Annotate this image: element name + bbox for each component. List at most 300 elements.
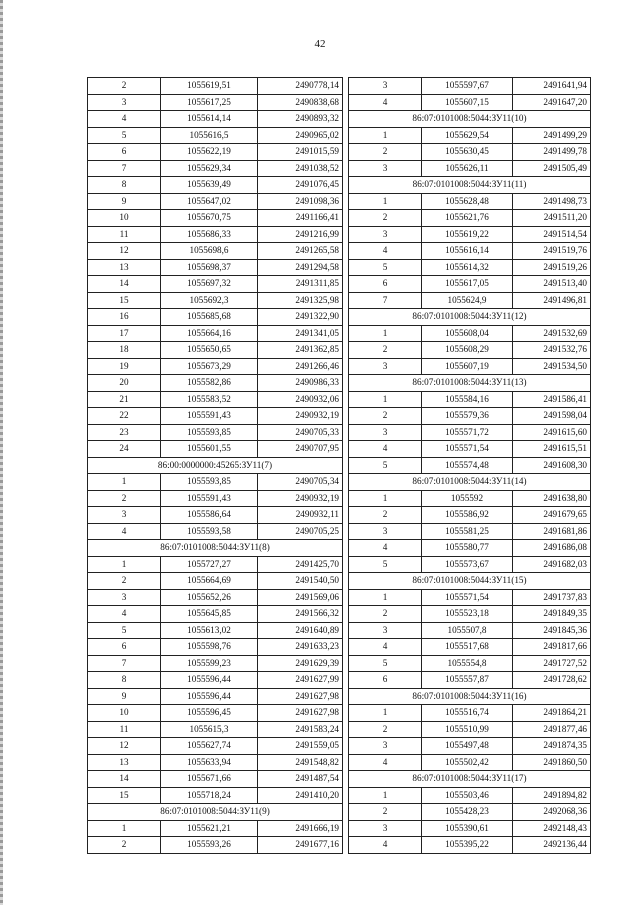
point-number: 1 bbox=[349, 589, 422, 606]
y-coordinate: 2491860,50 bbox=[513, 754, 591, 771]
x-coordinate: 1055586,64 bbox=[161, 507, 258, 524]
point-number: 4 bbox=[349, 837, 422, 854]
y-coordinate: 2491499,29 bbox=[513, 127, 591, 144]
table-row bbox=[88, 177, 343, 194]
x-coordinate: 1055647,02 bbox=[161, 193, 258, 210]
x-coordinate: 1055596,45 bbox=[161, 705, 258, 722]
y-coordinate: 2491341,05 bbox=[258, 325, 343, 342]
point-number: 5 bbox=[349, 655, 422, 672]
x-coordinate: 1055554,8 bbox=[422, 655, 513, 672]
x-coordinate: 1055557,87 bbox=[422, 672, 513, 689]
table-row bbox=[349, 622, 591, 639]
point-number: 2 bbox=[88, 490, 161, 507]
y-coordinate: 2491325,98 bbox=[258, 292, 343, 309]
point-number: 1 bbox=[349, 490, 422, 507]
y-coordinate: 2491638,80 bbox=[513, 490, 591, 507]
table-row bbox=[88, 490, 343, 507]
x-coordinate: 1055692,3 bbox=[161, 292, 258, 309]
table-row bbox=[88, 127, 343, 144]
y-coordinate: 2491666,19 bbox=[258, 820, 343, 837]
y-coordinate: 2490932,19 bbox=[258, 408, 343, 425]
parcel-header-row bbox=[349, 375, 591, 392]
point-number: 2 bbox=[88, 837, 161, 854]
x-coordinate: 1055593,58 bbox=[161, 523, 258, 540]
point-number: 11 bbox=[88, 226, 161, 243]
point-number: 5 bbox=[349, 259, 422, 276]
point-number: 1 bbox=[349, 193, 422, 210]
x-coordinate: 1055619,51 bbox=[161, 78, 258, 95]
point-number: 15 bbox=[88, 787, 161, 804]
table-row bbox=[349, 160, 591, 177]
parcel-header-row bbox=[349, 771, 591, 788]
table-row bbox=[349, 705, 591, 722]
point-number: 1 bbox=[88, 820, 161, 837]
table-row bbox=[349, 342, 591, 359]
table-row bbox=[88, 160, 343, 177]
x-coordinate: 1055607,15 bbox=[422, 94, 513, 111]
y-coordinate: 2491894,82 bbox=[513, 787, 591, 804]
point-number: 2 bbox=[88, 573, 161, 590]
point-number: 3 bbox=[349, 358, 422, 375]
table-row bbox=[88, 375, 343, 392]
table-row bbox=[349, 424, 591, 441]
point-number: 14 bbox=[88, 276, 161, 293]
table-row bbox=[88, 292, 343, 309]
x-coordinate: 1055395,22 bbox=[422, 837, 513, 854]
x-coordinate: 1055614,32 bbox=[422, 259, 513, 276]
table-row bbox=[88, 94, 343, 111]
x-coordinate: 1055664,16 bbox=[161, 325, 258, 342]
table-row bbox=[88, 259, 343, 276]
table-row bbox=[349, 837, 591, 854]
y-coordinate: 2491627,99 bbox=[258, 672, 343, 689]
point-number: 4 bbox=[349, 441, 422, 458]
point-number: 2 bbox=[349, 342, 422, 359]
y-coordinate: 2491322,90 bbox=[258, 309, 343, 326]
point-number: 4 bbox=[349, 540, 422, 557]
x-coordinate: 1055619,22 bbox=[422, 226, 513, 243]
y-coordinate: 2491498,73 bbox=[513, 193, 591, 210]
y-coordinate: 2490705,25 bbox=[258, 523, 343, 540]
x-coordinate: 1055599,23 bbox=[161, 655, 258, 672]
point-number: 23 bbox=[88, 424, 161, 441]
table-row bbox=[349, 210, 591, 227]
point-number: 9 bbox=[88, 688, 161, 705]
x-coordinate: 1055507,8 bbox=[422, 622, 513, 639]
table-row bbox=[349, 556, 591, 573]
x-coordinate: 1055613,02 bbox=[161, 622, 258, 639]
x-coordinate: 1055627,74 bbox=[161, 738, 258, 755]
point-number: 4 bbox=[349, 754, 422, 771]
parcel-label: 86:07:0101008:5044:ЗУ11(16) bbox=[349, 688, 591, 705]
x-coordinate: 1055652,26 bbox=[161, 589, 258, 606]
x-coordinate: 1055598,76 bbox=[161, 639, 258, 656]
y-coordinate: 2491496,81 bbox=[513, 292, 591, 309]
y-coordinate: 2491849,35 bbox=[513, 606, 591, 623]
table-row bbox=[88, 738, 343, 755]
x-coordinate: 1055591,43 bbox=[161, 408, 258, 425]
table-row bbox=[88, 276, 343, 293]
point-number: 10 bbox=[88, 705, 161, 722]
table-row bbox=[88, 358, 343, 375]
y-coordinate: 2491519,76 bbox=[513, 243, 591, 260]
x-coordinate: 1055601,55 bbox=[161, 441, 258, 458]
x-coordinate: 1055673,29 bbox=[161, 358, 258, 375]
x-coordinate: 1055622,19 bbox=[161, 144, 258, 161]
table-row bbox=[88, 606, 343, 623]
y-coordinate: 2491845,36 bbox=[513, 622, 591, 639]
table-row bbox=[349, 391, 591, 408]
x-coordinate: 1055628,48 bbox=[422, 193, 513, 210]
point-number: 20 bbox=[88, 375, 161, 392]
y-coordinate: 2491566,32 bbox=[258, 606, 343, 623]
x-coordinate: 1055698,37 bbox=[161, 259, 258, 276]
x-coordinate: 1055671,66 bbox=[161, 771, 258, 788]
y-coordinate: 2491311,85 bbox=[258, 276, 343, 293]
y-coordinate: 2491216,99 bbox=[258, 226, 343, 243]
table-row bbox=[349, 820, 591, 837]
point-number: 2 bbox=[349, 408, 422, 425]
x-coordinate: 1055582,86 bbox=[161, 375, 258, 392]
y-coordinate: 2490932,06 bbox=[258, 391, 343, 408]
y-coordinate: 2491362,85 bbox=[258, 342, 343, 359]
x-coordinate: 1055697,32 bbox=[161, 276, 258, 293]
parcel-header-row bbox=[349, 309, 591, 326]
x-coordinate: 1055593,26 bbox=[161, 837, 258, 854]
table-row bbox=[349, 127, 591, 144]
x-coordinate: 1055516,74 bbox=[422, 705, 513, 722]
parcel-header-row bbox=[88, 457, 343, 474]
y-coordinate: 2491513,40 bbox=[513, 276, 591, 293]
table-row bbox=[88, 820, 343, 837]
table-row bbox=[88, 672, 343, 689]
x-coordinate: 1055574,48 bbox=[422, 457, 513, 474]
x-coordinate: 1055581,25 bbox=[422, 523, 513, 540]
y-coordinate: 2491532,76 bbox=[513, 342, 591, 359]
x-coordinate: 1055616,5 bbox=[161, 127, 258, 144]
point-number: 3 bbox=[88, 589, 161, 606]
x-coordinate: 1055583,52 bbox=[161, 391, 258, 408]
y-coordinate: 2492148,43 bbox=[513, 820, 591, 837]
point-number: 1 bbox=[88, 556, 161, 573]
y-coordinate: 2491410,20 bbox=[258, 787, 343, 804]
table-row bbox=[349, 490, 591, 507]
y-coordinate: 2491583,24 bbox=[258, 721, 343, 738]
y-coordinate: 2491519,26 bbox=[513, 259, 591, 276]
y-coordinate: 2491265,58 bbox=[258, 243, 343, 260]
x-coordinate: 1055630,45 bbox=[422, 144, 513, 161]
table-row bbox=[349, 94, 591, 111]
x-coordinate: 1055596,44 bbox=[161, 688, 258, 705]
point-number: 2 bbox=[349, 210, 422, 227]
parcel-label: 86:07:0101008:5044:ЗУ11(11) bbox=[349, 177, 591, 194]
x-coordinate: 1055718,24 bbox=[161, 787, 258, 804]
y-coordinate: 2491679,65 bbox=[513, 507, 591, 524]
point-number: 4 bbox=[349, 94, 422, 111]
page-number: 42 bbox=[314, 38, 326, 50]
x-coordinate: 1055614,14 bbox=[161, 111, 258, 128]
y-coordinate: 2491425,70 bbox=[258, 556, 343, 573]
point-number: 3 bbox=[349, 738, 422, 755]
y-coordinate: 2490705,33 bbox=[258, 424, 343, 441]
point-number: 8 bbox=[88, 177, 161, 194]
x-coordinate: 1055686,33 bbox=[161, 226, 258, 243]
table-row bbox=[349, 259, 591, 276]
point-number: 3 bbox=[349, 78, 422, 95]
y-coordinate: 2490986,33 bbox=[258, 375, 343, 392]
table-row bbox=[88, 210, 343, 227]
table-row bbox=[88, 243, 343, 260]
y-coordinate: 2491640,89 bbox=[258, 622, 343, 639]
x-coordinate: 1055573,67 bbox=[422, 556, 513, 573]
point-number: 1 bbox=[88, 474, 161, 491]
table-row bbox=[349, 292, 591, 309]
y-coordinate: 2491514,54 bbox=[513, 226, 591, 243]
y-coordinate: 2491505,49 bbox=[513, 160, 591, 177]
y-coordinate: 2490778,14 bbox=[258, 78, 343, 95]
table-row bbox=[349, 144, 591, 161]
x-coordinate: 1055571,54 bbox=[422, 589, 513, 606]
point-number: 2 bbox=[349, 507, 422, 524]
parcel-header-row bbox=[349, 573, 591, 590]
y-coordinate: 2491877,46 bbox=[513, 721, 591, 738]
y-coordinate: 2491682,03 bbox=[513, 556, 591, 573]
y-coordinate: 2491266,46 bbox=[258, 358, 343, 375]
point-number: 1 bbox=[349, 705, 422, 722]
parcel-header-row bbox=[349, 474, 591, 491]
point-number: 21 bbox=[88, 391, 161, 408]
point-number: 2 bbox=[349, 144, 422, 161]
table-row bbox=[349, 672, 591, 689]
point-number: 12 bbox=[88, 738, 161, 755]
point-number: 11 bbox=[88, 721, 161, 738]
x-coordinate: 1055645,85 bbox=[161, 606, 258, 623]
point-number: 12 bbox=[88, 243, 161, 260]
y-coordinate: 2491686,08 bbox=[513, 540, 591, 557]
point-number: 1 bbox=[349, 127, 422, 144]
point-number: 7 bbox=[349, 292, 422, 309]
y-coordinate: 2490932,11 bbox=[258, 507, 343, 524]
y-coordinate: 2491647,20 bbox=[513, 94, 591, 111]
table-row bbox=[349, 457, 591, 474]
x-coordinate: 1055593,85 bbox=[161, 474, 258, 491]
parcel-label: 86:07:0101008:5044:ЗУ11(15) bbox=[349, 573, 591, 590]
table-row bbox=[349, 78, 591, 95]
x-coordinate: 1055517,68 bbox=[422, 639, 513, 656]
y-coordinate: 2491629,39 bbox=[258, 655, 343, 672]
table-row bbox=[88, 78, 343, 95]
x-coordinate: 1055593,85 bbox=[161, 424, 258, 441]
y-coordinate: 2491559,05 bbox=[258, 738, 343, 755]
point-number: 1 bbox=[349, 787, 422, 804]
table-row bbox=[88, 391, 343, 408]
point-number: 3 bbox=[349, 226, 422, 243]
table-row bbox=[88, 573, 343, 590]
table-row bbox=[349, 276, 591, 293]
x-coordinate: 1055639,49 bbox=[161, 177, 258, 194]
point-number: 3 bbox=[349, 820, 422, 837]
x-coordinate: 1055428,23 bbox=[422, 804, 513, 821]
y-coordinate: 2491681,86 bbox=[513, 523, 591, 540]
point-number: 3 bbox=[88, 507, 161, 524]
point-number: 5 bbox=[349, 556, 422, 573]
y-coordinate: 2491598,04 bbox=[513, 408, 591, 425]
y-coordinate: 2490707,95 bbox=[258, 441, 343, 458]
y-coordinate: 2491615,51 bbox=[513, 441, 591, 458]
table-row bbox=[88, 144, 343, 161]
x-coordinate: 1055608,29 bbox=[422, 342, 513, 359]
point-number: 10 bbox=[88, 210, 161, 227]
table-row bbox=[349, 606, 591, 623]
y-coordinate: 2491038,52 bbox=[258, 160, 343, 177]
x-coordinate: 1055698,6 bbox=[161, 243, 258, 260]
y-coordinate: 2491098,36 bbox=[258, 193, 343, 210]
table-row bbox=[349, 721, 591, 738]
x-coordinate: 1055596,44 bbox=[161, 672, 258, 689]
x-coordinate: 1055591,43 bbox=[161, 490, 258, 507]
table-row bbox=[349, 804, 591, 821]
table-row bbox=[349, 523, 591, 540]
table-row bbox=[349, 408, 591, 425]
point-number: 19 bbox=[88, 358, 161, 375]
point-number: 1 bbox=[349, 325, 422, 342]
parcel-label: 86:07:0101008:5044:ЗУ11(13) bbox=[349, 375, 591, 392]
x-coordinate: 1055617,05 bbox=[422, 276, 513, 293]
x-coordinate: 1055629,34 bbox=[161, 160, 258, 177]
point-number: 7 bbox=[88, 655, 161, 672]
point-number: 3 bbox=[88, 94, 161, 111]
y-coordinate: 2491737,83 bbox=[513, 589, 591, 606]
parcel-header-row bbox=[349, 688, 591, 705]
y-coordinate: 2491817,66 bbox=[513, 639, 591, 656]
y-coordinate: 2491569,06 bbox=[258, 589, 343, 606]
y-coordinate: 2491627,98 bbox=[258, 688, 343, 705]
y-coordinate: 2491015,59 bbox=[258, 144, 343, 161]
x-coordinate: 1055624,9 bbox=[422, 292, 513, 309]
table-row bbox=[349, 787, 591, 804]
point-number: 17 bbox=[88, 325, 161, 342]
table-row bbox=[88, 655, 343, 672]
table-row bbox=[88, 325, 343, 342]
y-coordinate: 2490838,68 bbox=[258, 94, 343, 111]
x-coordinate: 1055727,27 bbox=[161, 556, 258, 573]
point-number: 2 bbox=[349, 804, 422, 821]
parcel-header-row bbox=[349, 111, 591, 128]
y-coordinate: 2490893,32 bbox=[258, 111, 343, 128]
point-number: 5 bbox=[88, 127, 161, 144]
point-number: 7 bbox=[88, 160, 161, 177]
table-row bbox=[88, 721, 343, 738]
point-number: 5 bbox=[88, 622, 161, 639]
table-row bbox=[349, 226, 591, 243]
parcel-label: 86:07:0101008:5044:ЗУ11(8) bbox=[88, 540, 343, 557]
table-row bbox=[349, 441, 591, 458]
parcel-header-row bbox=[88, 804, 343, 821]
x-coordinate: 1055523,18 bbox=[422, 606, 513, 623]
x-coordinate: 1055579,36 bbox=[422, 408, 513, 425]
y-coordinate: 2490965,02 bbox=[258, 127, 343, 144]
point-number: 6 bbox=[88, 639, 161, 656]
y-coordinate: 2491548,82 bbox=[258, 754, 343, 771]
point-number: 4 bbox=[88, 606, 161, 623]
x-coordinate: 1055608,04 bbox=[422, 325, 513, 342]
point-number: 3 bbox=[349, 622, 422, 639]
y-coordinate: 2490932,19 bbox=[258, 490, 343, 507]
table-row bbox=[349, 358, 591, 375]
point-number: 9 bbox=[88, 193, 161, 210]
table-row bbox=[88, 771, 343, 788]
table-row bbox=[88, 226, 343, 243]
table-row bbox=[88, 688, 343, 705]
y-coordinate: 2491076,45 bbox=[258, 177, 343, 194]
x-coordinate: 1055650,65 bbox=[161, 342, 258, 359]
coordinates-table-left bbox=[87, 77, 343, 854]
y-coordinate: 2491677,16 bbox=[258, 837, 343, 854]
point-number: 2 bbox=[349, 721, 422, 738]
point-number: 3 bbox=[349, 523, 422, 540]
table-row bbox=[349, 738, 591, 755]
point-number: 6 bbox=[349, 276, 422, 293]
table-row bbox=[88, 837, 343, 854]
table-row bbox=[88, 589, 343, 606]
table-row bbox=[88, 441, 343, 458]
table-row bbox=[88, 556, 343, 573]
table-row bbox=[88, 193, 343, 210]
x-coordinate: 1055502,42 bbox=[422, 754, 513, 771]
x-coordinate: 1055629,54 bbox=[422, 127, 513, 144]
table-row bbox=[349, 754, 591, 771]
point-number: 16 bbox=[88, 309, 161, 326]
x-coordinate: 1055584,16 bbox=[422, 391, 513, 408]
point-number: 14 bbox=[88, 771, 161, 788]
table-row bbox=[88, 507, 343, 524]
coordinates-table-right bbox=[348, 77, 591, 854]
y-coordinate: 2491728,62 bbox=[513, 672, 591, 689]
table-row bbox=[349, 540, 591, 557]
point-number: 5 bbox=[349, 457, 422, 474]
table-row bbox=[88, 474, 343, 491]
table-row bbox=[88, 787, 343, 804]
point-number: 6 bbox=[349, 672, 422, 689]
x-coordinate: 1055616,14 bbox=[422, 243, 513, 260]
point-number: 1 bbox=[349, 391, 422, 408]
table-row bbox=[88, 424, 343, 441]
x-coordinate: 1055510,99 bbox=[422, 721, 513, 738]
y-coordinate: 2492068,36 bbox=[513, 804, 591, 821]
parcel-label: 86:07:0101008:5044:ЗУ11(9) bbox=[88, 804, 343, 821]
y-coordinate: 2491294,58 bbox=[258, 259, 343, 276]
parcel-label: 86:07:0101008:5044:ЗУ11(12) bbox=[349, 309, 591, 326]
point-number: 4 bbox=[349, 243, 422, 260]
y-coordinate: 2491499,78 bbox=[513, 144, 591, 161]
point-number: 3 bbox=[349, 160, 422, 177]
point-number: 3 bbox=[349, 424, 422, 441]
y-coordinate: 2492136,44 bbox=[513, 837, 591, 854]
x-coordinate: 1055617,25 bbox=[161, 94, 258, 111]
y-coordinate: 2490705,34 bbox=[258, 474, 343, 491]
y-coordinate: 2491874,35 bbox=[513, 738, 591, 755]
x-coordinate: 1055621,21 bbox=[161, 820, 258, 837]
table-row bbox=[349, 193, 591, 210]
y-coordinate: 2491532,69 bbox=[513, 325, 591, 342]
y-coordinate: 2491540,50 bbox=[258, 573, 343, 590]
x-coordinate: 1055497,48 bbox=[422, 738, 513, 755]
point-number: 22 bbox=[88, 408, 161, 425]
x-coordinate: 1055626,11 bbox=[422, 160, 513, 177]
x-coordinate: 1055592 bbox=[422, 490, 513, 507]
x-coordinate: 1055670,75 bbox=[161, 210, 258, 227]
parcel-label: 86:00:0000000:45265:ЗУ11(7) bbox=[88, 457, 343, 474]
